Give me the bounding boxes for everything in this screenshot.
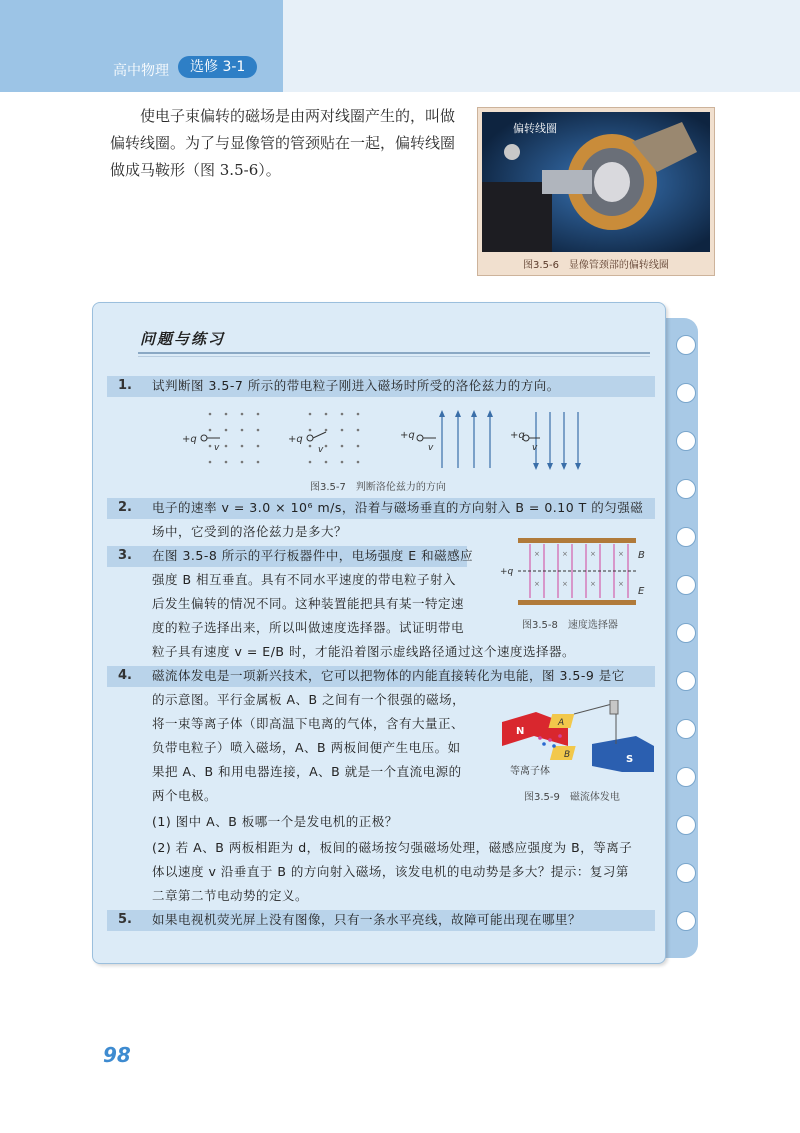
svg-text:×: × xyxy=(534,550,540,558)
binder-hole xyxy=(676,767,696,787)
binder-hole xyxy=(676,479,696,499)
binder-hole xyxy=(676,335,696,355)
figure-caption: 图3.5-6 显像管颈部的偏转线圈 xyxy=(523,260,669,271)
plasma-label: 等离子体 xyxy=(510,766,550,777)
charge-label: +q xyxy=(510,430,525,441)
question-4-sub-2: (2) 若 A、B 两板相距为 d，板间的磁场按匀强磁场处理，磁感应强度为 B，等离子 xyxy=(152,840,633,855)
svg-text:×: × xyxy=(562,580,568,588)
figure-caption: 图3.5-8 速度选择器 xyxy=(522,620,618,631)
binder-hole xyxy=(676,623,696,643)
question-4-sub-2: 体以速度 v 沿垂直于 B 的方向射入磁场，该发电机的电动势是多大？提示：复习第 xyxy=(152,864,629,879)
title-divider-thin xyxy=(138,356,650,357)
svg-text:×: × xyxy=(618,580,624,588)
velocity-label: v xyxy=(318,445,324,455)
question-4-line: 两个电极。 xyxy=(152,788,218,803)
header-volume-badge: 选修 3-1 xyxy=(178,56,257,78)
velocity-label: v xyxy=(214,443,220,453)
binder-hole xyxy=(676,575,696,595)
b-label: B xyxy=(638,550,645,561)
question-number: 5. xyxy=(118,912,132,927)
question-number: 3. xyxy=(118,548,132,563)
mhd-generator-diagram xyxy=(496,700,660,780)
question-4-line: 果把 A、B 和用电器连接，A、B 就是一个直流电源的 xyxy=(152,764,462,779)
e-label: E xyxy=(638,586,645,597)
question-number: 4. xyxy=(118,668,132,683)
binder-hole xyxy=(676,431,696,451)
intro-paragraph: 使电子束偏转的磁场是由两对线圈产生的，叫做偏转线圈。为了与显像管的管颈贴在一起，偏转线圈做成马鞍形（图 3.5-6）。 xyxy=(110,107,456,179)
question-2-line: 电子的速率 v = 3.0 × 10⁶ m/s，沿着与磁场垂直的方向射入 B = 0.10 T 的匀强磁 xyxy=(152,500,644,515)
svg-text:×: × xyxy=(618,550,624,558)
plate-b-label: B xyxy=(564,750,571,760)
question-4-line: 的示意图。平行金属板 A、B 之间有一个很强的磁场， xyxy=(152,692,466,707)
question-4-sub-2: 二章第二节电动势的定义。 xyxy=(152,888,309,903)
figure-3-5-7-diagram xyxy=(180,408,560,474)
velocity-label: v xyxy=(532,443,538,453)
question-4-line: 磁流体发电是一项新兴技术，它可以把物体的内能直接转化为电能，图 3.5-9 是它 xyxy=(152,668,625,683)
north-pole-label: N xyxy=(516,726,525,737)
binder-hole xyxy=(676,863,696,883)
charge-label: +q xyxy=(500,567,514,577)
title-divider xyxy=(138,352,650,354)
question-4-sub-1: (1) 图中 A、B 板哪一个是发电机的正极？ xyxy=(152,814,398,829)
question-5-text: 如果电视机荧光屏上没有图像，只有一条水平亮线，故障可能出现在哪里？ xyxy=(152,912,582,927)
figure-3-5-7-panel-4 xyxy=(510,410,590,472)
svg-text:×: × xyxy=(562,550,568,558)
svg-text:×: × xyxy=(534,580,540,588)
binder-hole xyxy=(676,719,696,739)
plate-a-label: A xyxy=(558,718,565,728)
photo-label: 偏转线圈 xyxy=(513,122,557,135)
charge-label: +q xyxy=(182,434,197,445)
question-2-line: 场中，它受到的洛伦兹力是多大？ xyxy=(152,524,348,539)
figure-3-5-6 xyxy=(477,107,715,276)
section-title: 问题与练习 xyxy=(140,330,226,348)
question-4-line: 负带电粒子）喷入磁场，A、B 两板间便产生电压。如 xyxy=(152,740,461,755)
svg-text:×: × xyxy=(590,580,596,588)
binder-hole xyxy=(676,911,696,931)
question-3-line: 强度 B 相互垂直。具有不同水平速度的带电粒子射入 xyxy=(152,572,457,587)
binder-hole xyxy=(676,527,696,547)
figure-caption: 图3.5-7 判断洛伦兹力的方向 xyxy=(310,482,446,493)
question-number: 1. xyxy=(118,378,132,393)
question-3-line: 后发生偏转的情况不同。这种装置能把具有某一特定速 xyxy=(152,596,465,611)
page-number: 98 xyxy=(103,1043,131,1067)
binder-hole xyxy=(676,815,696,835)
charge-label: +q xyxy=(400,430,415,441)
south-pole-label: S xyxy=(626,754,634,765)
velocity-selector-diagram xyxy=(498,536,648,610)
question-1-text: 试判断图 3.5-7 所示的带电粒子刚进入磁场时所受的洛伦兹力的方向。 xyxy=(152,378,560,393)
binder-hole xyxy=(676,383,696,403)
header-subject: 高中物理 xyxy=(113,63,169,79)
velocity-label: v xyxy=(428,443,434,453)
charge-label: +q xyxy=(288,434,303,445)
question-3-line: 粒子具有速度 v = E/B 时，才能沿着图示虚线路径通过这个速度选择器。 xyxy=(152,644,575,659)
question-4-line: 将一束等离子体（即高温下电离的气体，含有大量正、 xyxy=(152,716,465,731)
question-3-line: 在图 3.5-8 所示的平行板器件中，电场强度 E 和磁感应 xyxy=(152,548,474,563)
question-number: 2. xyxy=(118,500,132,515)
question-3-line: 度的粒子选择出来，所以叫做速度选择器。试证明带电 xyxy=(152,620,465,635)
svg-text:×: × xyxy=(590,550,596,558)
figure-caption: 图3.5-9 磁流体发电 xyxy=(524,792,620,803)
binder-hole xyxy=(676,671,696,691)
